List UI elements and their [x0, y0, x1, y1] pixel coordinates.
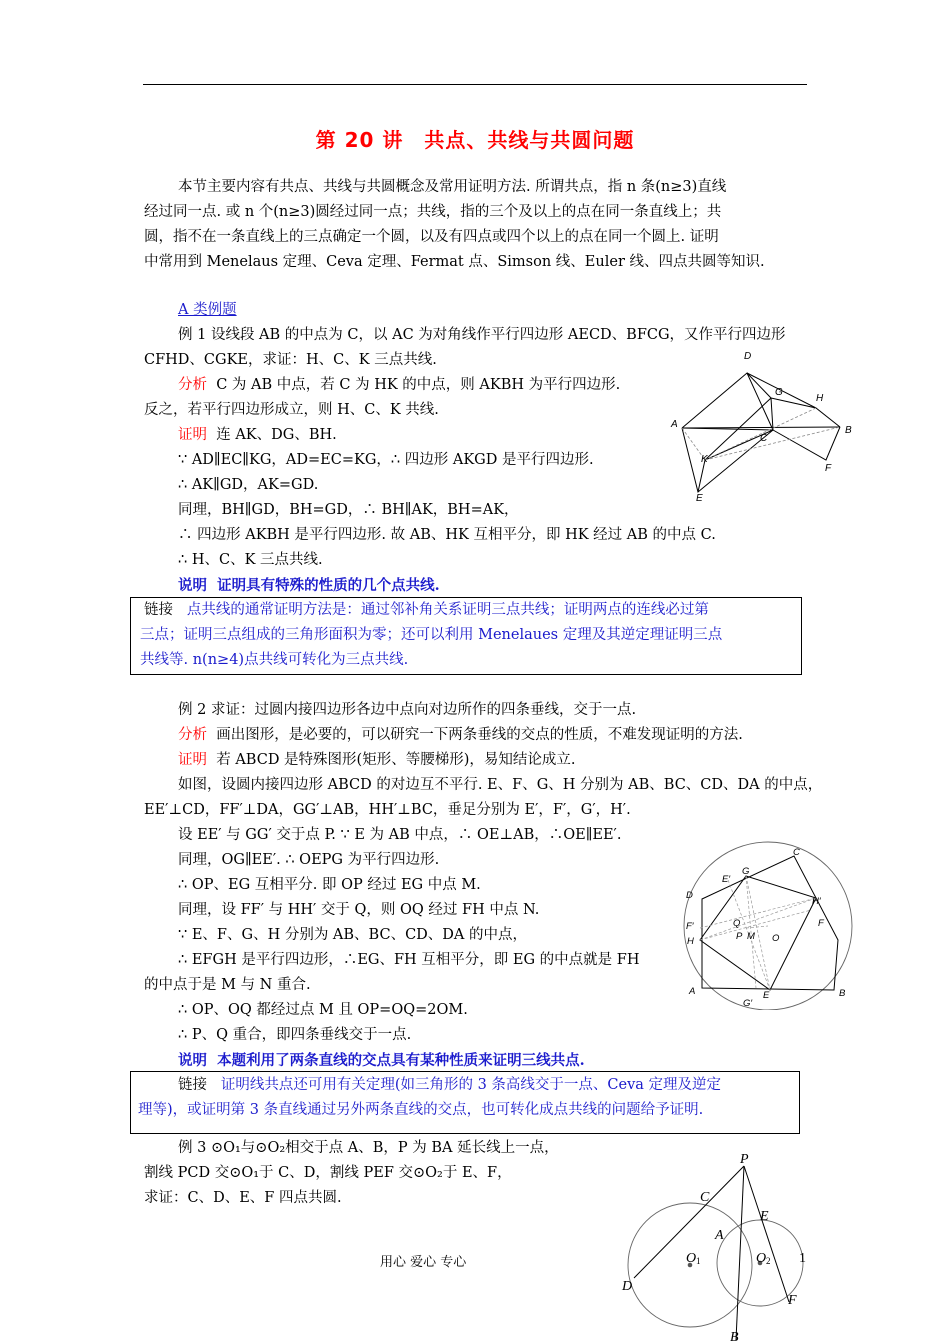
ex2-fig-label-m: M	[747, 931, 755, 942]
ex3-figure	[612, 1150, 817, 1344]
ex1-fig-label-k: K	[701, 454, 708, 465]
ex3-secant-pef	[744, 1166, 789, 1302]
ex2-proof-tag: 证明	[178, 752, 207, 768]
intro-line-2: 经过同一点. 或 n 个(n≥3)圆经过同一点；共线，指的三个及以上的点在同一条直线上；共	[144, 204, 722, 220]
ex3-fig-sub-2: 2	[766, 1256, 771, 1266]
ex3-fig-label-o2: O	[756, 1251, 767, 1266]
ex2-fig-label-f1: F′	[686, 921, 694, 932]
ex1-proof-line-4: ∴ 四边形 AKBH 是平行四边形. 故 AB、HK 互相平分，即 HK 经过 AB 的中点 C.	[178, 527, 716, 543]
ex2-note	[178, 1048, 585, 1073]
ex1-link-tag: 链接	[144, 602, 173, 618]
ex2-fig-label-f: F	[818, 918, 824, 929]
ex2-fig-label-b: B	[839, 988, 846, 999]
ex2-fig-label-g1: G′	[743, 998, 753, 1009]
ex1-proof-tag: 证明	[178, 427, 207, 443]
ex2-fig-label-c: C	[793, 847, 800, 858]
ex1-line-ab	[682, 427, 840, 428]
ex1-proof	[178, 423, 337, 448]
ex2-analysis-tag: 分析	[178, 727, 207, 743]
ex3-line-1: 例 3 ⊙O₁与⊙O₂相交于点 A、B，P 为 BA 延长线上一点，	[178, 1140, 559, 1156]
ex2-link-text: 证明线共点还可用有关定理(如三角形的 3 条高线交于一点、Ceva 定理及逆定	[220, 1077, 722, 1093]
ex1-note-text: 证明具有特殊的性质的几个点共线.	[217, 577, 440, 594]
intro-line-4: 中常用到 Menelaus 定理、Ceva 定理、Fermat 点、Simson 线、Euler 线、四点共圆等知识.	[144, 254, 765, 270]
ex2-proof-line-3: 设 EE′ 与 GG′ 交于点 P. ∵ E 为 AB 中点，∴ OE⊥AB，∴OE∥EE′.	[178, 827, 622, 843]
ex2-link-line-1	[178, 1073, 721, 1098]
ex1-seg-cf	[773, 427, 840, 460]
ex1-proof-line-2: ∴ AK∥GD，AK=GD.	[178, 477, 319, 493]
ex1-analysis-2: 反之，若平行四边形成立，则 H、C、K 共线.	[144, 402, 439, 418]
ex3-fig-label-p: P	[740, 1152, 749, 1167]
ex2-proof-line-5: ∴ OP、EG 互相平分. 即 OP 经过 EG 中点 M.	[178, 877, 481, 893]
ex2-proof	[178, 748, 575, 773]
ex3-fig-label-b: B	[730, 1330, 739, 1344]
ex1-fig-label-d: D	[744, 351, 752, 362]
ex2-dash-ff1	[700, 910, 811, 940]
ex2-proof-line-7: ∵ E、F、G、H 分别为 AB、BC、CD、DA 的中点，	[178, 927, 527, 943]
ex3-line-3: 求证：C、D、E、F 四点共圆.	[144, 1190, 342, 1206]
ex1-proof-line-1: ∵ AD∥EC∥KG，AD=EC=KG，∴ 四边形 AKGD 是平行四边形.	[178, 452, 594, 468]
ex1-analysis-tag: 分析	[178, 377, 207, 393]
ex2-link-line-2: 理等)，或证明第 3 条直线通过另外两条直线的交点，也可转化成点共线的问题给予证明.	[138, 1102, 704, 1118]
ex2-fig-label-e1: E′	[722, 874, 731, 885]
page-title: 第 20 讲 共点、共线与共圆问题	[315, 128, 635, 152]
ex3-line-2: 割线 PCD 交⊙O₁于 C、D，割线 PEF 交⊙O₂于 E、F，	[144, 1165, 512, 1181]
ex1-fig-label-c: C	[760, 433, 768, 444]
ex2-proof-line-9: 的中点于是 M 与 N 重合.	[144, 977, 311, 993]
ex2-fig-label-h1: H′	[812, 896, 821, 907]
ex2-note-tag: 说明	[178, 1052, 207, 1069]
ex3-line-pb	[736, 1166, 744, 1340]
ex2-proof-line-11: ∴ P、Q 重合，即四条垂线交于一点.	[178, 1027, 412, 1043]
ex1-link-text: 点共线的通常证明方法是：通过邻补角关系证明三点共线；证明两点的连线必过第	[186, 602, 709, 618]
section-a-link[interactable]: A 类例题	[178, 302, 237, 318]
ex3-fig-label-d: D	[622, 1279, 633, 1294]
ex2-fig-label-a: A	[689, 986, 696, 997]
ex1-note-tag: 说明	[178, 577, 207, 594]
top-rule	[143, 84, 807, 85]
ex2-proof-line-1: 如图，设圆内接四边形 ABCD 的对边互不平行. E、F、G、H 分别为 AB、BC、CD、DA 的中点，	[178, 777, 823, 793]
ex1-dash-kb	[705, 427, 840, 460]
ex1-fig-label-h: H	[816, 393, 824, 404]
ex1-line-1: 例 1 设线段 AB 的中点为 C，以 AC 为对角线作平行四边形 AECD、BFCG，又作平行四边形	[178, 327, 786, 343]
ex2-fig-label-h: H	[687, 936, 694, 947]
ex2-proof-line-10: ∴ OP、OQ 都经过点 M 且 OP=OQ=2OM.	[178, 1002, 468, 1018]
ex2-link-tag: 链接	[178, 1077, 207, 1093]
ex2-fig-label-o: O	[772, 933, 780, 944]
ex2-proof-line-6: 同理，设 FF′ 与 HH′ 交于 Q，则 OQ 经过 FH 中点 N.	[178, 902, 540, 918]
ex1-link-line-2: 三点；证明三点组成的三角形面积为零；还可以利用 Menelaues 定理及其逆定理证明三点	[140, 627, 723, 643]
ex1-line-2: CFHD、CGKE，求证：H、C、K 三点共线.	[144, 352, 437, 368]
ex2-fig-label-p: P	[736, 931, 743, 942]
ex3-fig-sub-1: 1	[696, 1256, 701, 1266]
ex1-proof-line-5: ∴ H、C、K 三点共线.	[178, 552, 323, 568]
intro-line-1: 本节主要内容有共点、共线与共圆概念及常用证明方法. 所谓共点，指 n 条(n≥3)直线	[178, 179, 727, 195]
ex2-proof-line-2: EE′⊥CD，FF′⊥DA，GG′⊥AB，HH′⊥BC，垂足分别为 E′，F′，G′，H′.	[144, 802, 631, 818]
ex1-proof-text: 连 AK、DG、BH.	[216, 427, 337, 443]
ex1-figure	[668, 345, 858, 505]
ex1-fig-label-a: A	[671, 419, 678, 430]
ex1-link-line-3: 共线等. n(n≥4)点共线可转化为三点共线.	[140, 652, 409, 668]
ex2-proof-line-4: 同理，OG∥EE′. ∴ OEPG 为平行四边形.	[178, 852, 440, 868]
ex3-fig-label-e: E	[760, 1209, 769, 1224]
ex2-figure	[676, 840, 860, 1010]
page-footer: 用心 爱心 专心	[380, 1255, 467, 1270]
ex3-fig-label-a: A	[715, 1228, 724, 1243]
intro-line-3: 圆，指不在一条直线上的三点确定一个圆，以及有四点或四个以上的点在同一个圆上. 证明	[144, 229, 719, 245]
ex2-fig-label-q: Q	[733, 918, 741, 929]
ex1-fig-label-b: B	[845, 425, 852, 436]
ex2-fig-label-d: D	[686, 890, 693, 901]
ex2-fig-label-g: G	[742, 866, 750, 877]
ex2-proof-line-8: ∴ EFGH 是平行四边形，∴EG、FH 互相平分，即 EG 的中点就是 FH	[178, 952, 640, 968]
ex2-midpoint-quad	[700, 876, 816, 990]
ex1-note	[178, 573, 440, 598]
ex1-fig-label-f: F	[825, 463, 832, 474]
ex1-fig-label-e: E	[696, 493, 703, 504]
ex1-analysis	[178, 373, 620, 398]
ex3-fig-label-c: C	[700, 1190, 710, 1205]
ex3-fig-label-o1: O	[686, 1251, 697, 1266]
ex1-seg-ek	[698, 398, 771, 492]
ex3-fig-label-f: F	[788, 1293, 797, 1308]
ex1-link-line-1	[144, 598, 709, 623]
ex2-line-1: 例 2 求证：过圆内接四边形各边中点向对边所作的四条垂线，交于一点.	[178, 702, 637, 718]
ex2-analysis-text: 画出图形，是必要的，可以研究一下两条垂线的交点的性质，不难发现证明的方法.	[216, 727, 743, 743]
ex2-note-text: 本题利用了两条直线的交点具有某种性质来证明三线共点.	[217, 1052, 585, 1069]
ex2-fig-label-e: E	[763, 990, 770, 1001]
ex2-proof-text: 若 ABCD 是特殊图形(矩形、等腰梯形)，易知结论成立.	[216, 752, 576, 768]
ex3-fig-label-one: 1	[799, 1251, 806, 1266]
ex1-para-ad	[682, 373, 773, 430]
ex2-analysis	[178, 723, 743, 748]
ex1-analysis-text: C 为 AB 中点，若 C 为 HK 的中点，则 AKBH 为平行四边形.	[216, 377, 621, 393]
ex1-fig-label-g: G	[775, 387, 783, 398]
ex1-proof-line-3: 同理，BH∥GD，BH=GD，∴ BH∥AK，BH=AK，	[178, 502, 519, 518]
